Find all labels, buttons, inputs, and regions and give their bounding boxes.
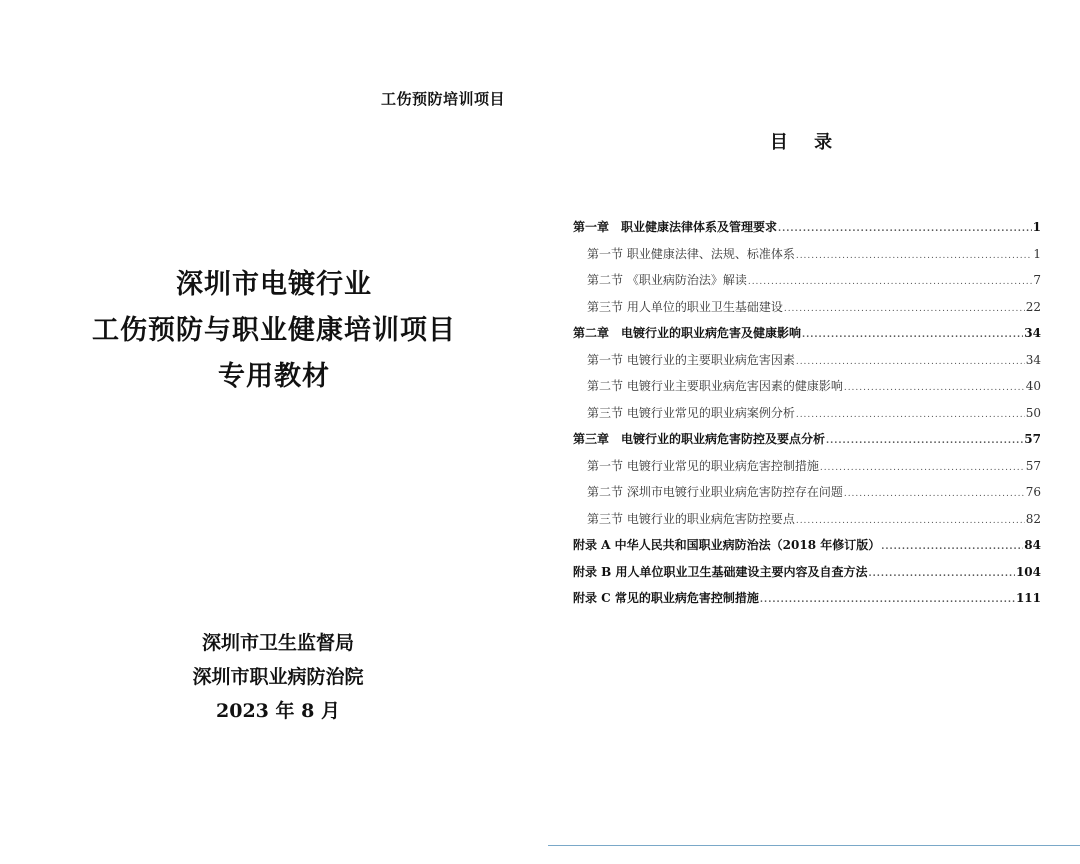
- toc-entry-label: 第一节 电镀行业常见的职业病危害控制措施: [587, 458, 819, 473]
- toc-entry-page: 7: [1033, 273, 1041, 287]
- toc-entry[interactable]: [573, 506, 1041, 533]
- toc-entry[interactable]: [573, 214, 1041, 241]
- toc-entry[interactable]: [573, 294, 1041, 321]
- toc-entry[interactable]: [573, 347, 1041, 374]
- toc-entry-page: 34: [1025, 352, 1041, 367]
- toc-entry-label: 附录 B 用人单位职业卫生基础建设主要内容及自查方法: [573, 564, 868, 579]
- toc-leader: [760, 587, 1015, 614]
- toc-entry-page: 1: [1032, 220, 1041, 234]
- toc-entry-label: 第三节 用人单位的职业卫生基础建设: [587, 299, 783, 314]
- table-of-contents: [573, 214, 1041, 612]
- toc-leader: [844, 481, 1025, 508]
- toc-entry-label: 第一节 电镀行业的主要职业病危害因素: [587, 352, 795, 367]
- toc-leader: [778, 216, 1032, 243]
- toc-leader: [869, 561, 1015, 588]
- toc-entry-label: 第三节 电镀行业常见的职业病案例分析: [587, 405, 795, 420]
- toc-entry-page: 104: [1015, 564, 1041, 579]
- publisher-line-2: 深圳市职业病防治院: [192, 666, 364, 688]
- toc-entry-page: 57: [1025, 458, 1041, 473]
- toc-entry[interactable]: [573, 267, 1041, 294]
- toc-entry-page: 50: [1025, 405, 1041, 420]
- toc-leader: [820, 455, 1025, 482]
- toc-entry-label: 附录 A 中华人民共和国职业病防治法（2018 年修订版）: [573, 538, 881, 552]
- toc-entry[interactable]: [573, 559, 1041, 586]
- toc-entry[interactable]: [573, 426, 1041, 453]
- toc-leader: [784, 296, 1025, 323]
- toc-entry-page: 111: [1015, 591, 1041, 605]
- running-header: 工伤预防培训项目: [380, 90, 505, 108]
- toc-entry-page: 82: [1025, 511, 1041, 526]
- toc-entry[interactable]: [573, 532, 1041, 559]
- page-bottom-divider: [548, 845, 1080, 846]
- publisher-block: [0, 626, 556, 728]
- toc-entry-label: 第三节 电镀行业的职业病危害防控要点: [587, 511, 795, 526]
- toc-leader: [796, 349, 1025, 376]
- toc-entry-label: 附录 C 常见的职业病危害控制措施: [573, 591, 759, 605]
- toc-entry[interactable]: [573, 400, 1041, 427]
- toc-entry-page: 1: [1033, 246, 1041, 261]
- toc-entry[interactable]: [573, 241, 1041, 268]
- toc-entry-label: 第三章 电镀行业的职业病危害防控及要点分析: [573, 432, 826, 446]
- toc-entry-label: 第一章 职业健康法律体系及管理要求: [573, 220, 778, 234]
- toc-entry-page: 40: [1025, 379, 1041, 393]
- toc-entry-page: 84: [1024, 538, 1041, 552]
- toc-leader: [844, 375, 1025, 402]
- toc-leader: [796, 402, 1025, 429]
- toc-entry-page: 34: [1024, 326, 1041, 340]
- toc-leader: [826, 428, 1023, 455]
- title-line-1: 深圳市电镀行业: [176, 269, 372, 300]
- toc-leader: [796, 243, 1033, 270]
- toc-entry-label: 第二节 《职业病防治法》解读: [587, 273, 747, 287]
- toc-entry-page: 57: [1024, 432, 1041, 446]
- toc-entry-label: 第一节 职业健康法律、法规、标准体系: [587, 246, 795, 261]
- document-title: [0, 262, 548, 400]
- toc-entry-page: 76: [1025, 485, 1041, 499]
- toc-entry-page: 22: [1025, 299, 1041, 314]
- title-line-3: 专用教材: [218, 361, 330, 392]
- toc-entry-label: 第二章 电镀行业的职业病危害及健康影响: [573, 326, 802, 340]
- toc-entry[interactable]: [573, 453, 1041, 480]
- toc-entry[interactable]: [573, 479, 1041, 506]
- toc-leader: [748, 269, 1033, 296]
- publication-date: 2023 年 8 月: [216, 700, 340, 722]
- toc-leader: [796, 508, 1025, 535]
- toc-entry-label: 第二节 深圳市电镀行业职业病危害防控存在问题: [587, 485, 843, 499]
- toc-entry[interactable]: [573, 320, 1041, 347]
- toc-leader: [881, 534, 1023, 561]
- toc-title: 目 录: [769, 132, 843, 153]
- toc-entry[interactable]: [573, 373, 1041, 400]
- title-line-2: 工伤预防与职业健康培训项目: [92, 315, 456, 346]
- toc-entry[interactable]: [573, 585, 1041, 612]
- publisher-line-1: 深圳市卫生监督局: [201, 632, 354, 654]
- toc-leader: [802, 322, 1023, 349]
- toc-entry-label: 第二节 电镀行业主要职业病危害因素的健康影响: [587, 379, 843, 393]
